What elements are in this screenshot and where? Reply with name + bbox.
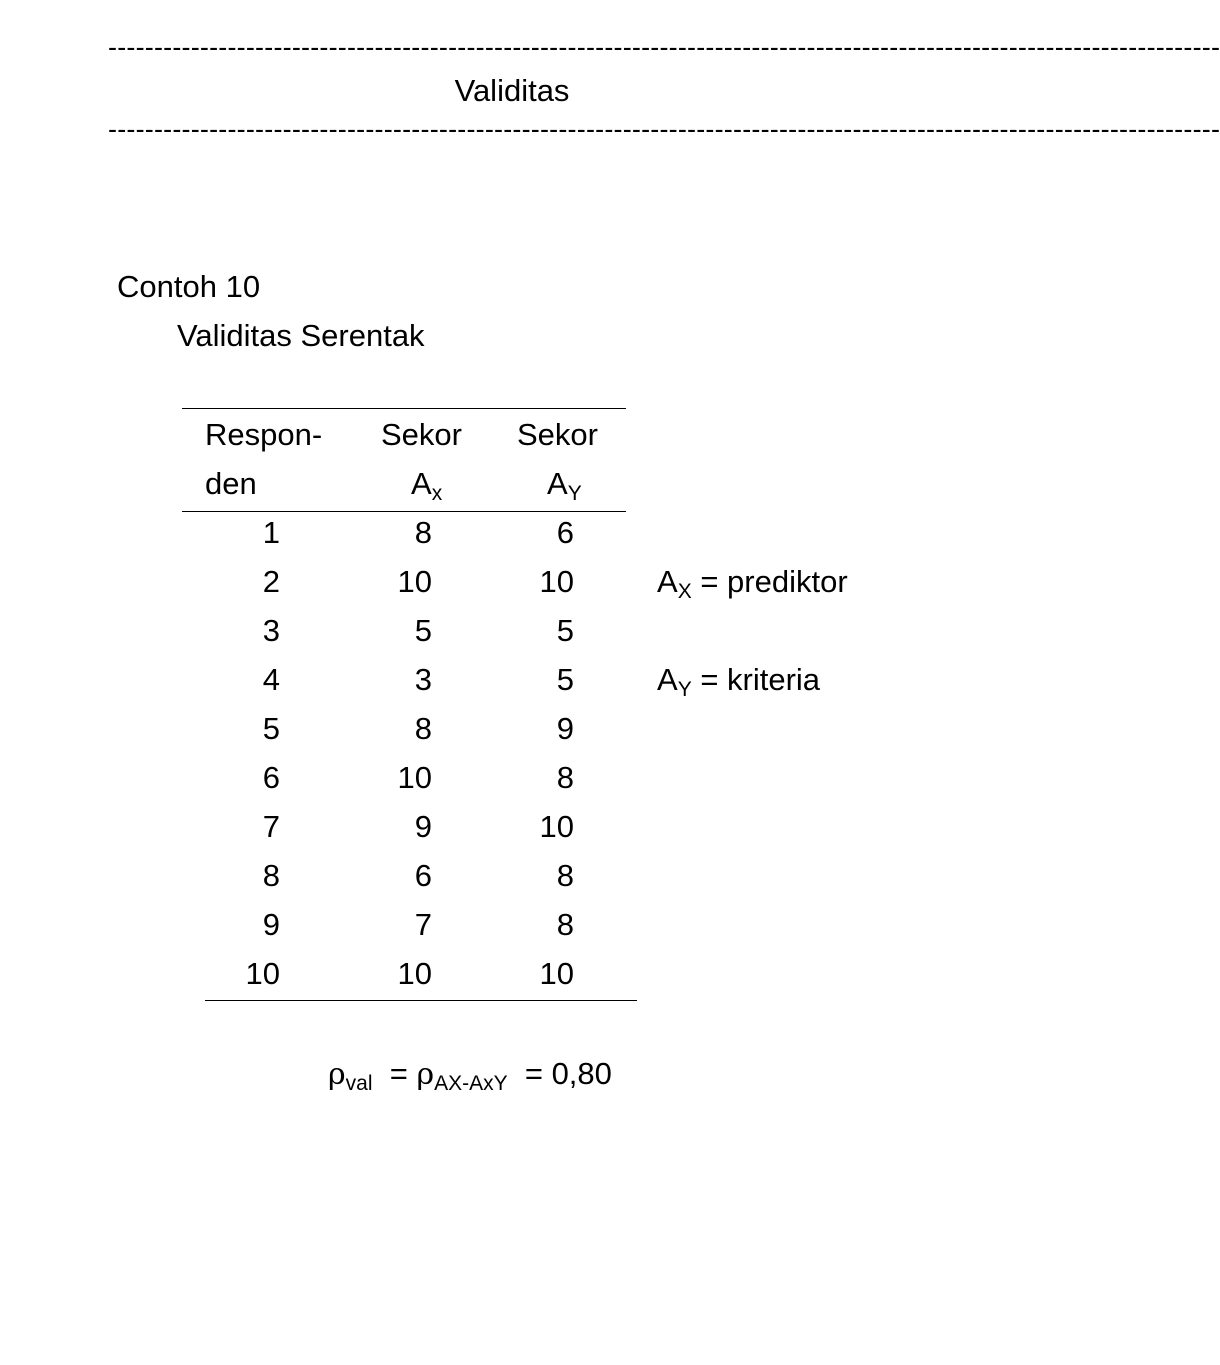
- cell-ay: 10: [539, 564, 574, 599]
- cell-ay: 10: [539, 809, 574, 844]
- cell-responden: 3: [262, 613, 280, 648]
- cell-responden: 8: [262, 858, 280, 893]
- cell-responden: 7: [262, 809, 280, 844]
- legend-criteria: $A_Y$ = kriteria: [657, 662, 821, 701]
- cell-ax: 9: [414, 809, 432, 844]
- cell-ax: 5: [414, 613, 432, 648]
- header-sekor-ax-line2: $A_x$: [411, 466, 443, 505]
- page-title: Validitas: [454, 73, 570, 108]
- cell-responden: 4: [262, 662, 280, 697]
- example-title: Contoh 10: [117, 269, 261, 304]
- cell-ax: 7: [414, 907, 432, 942]
- header-responden-line1: Respon-: [205, 417, 323, 452]
- cell-ax: 8: [414, 515, 432, 550]
- header-sekor-ay-line2: $A_Y$: [547, 466, 582, 505]
- cell-ax: 10: [397, 760, 432, 795]
- cell-ay: 8: [556, 760, 574, 795]
- cell-responden: 2: [262, 564, 280, 599]
- header-sekor-ax-line1: Sekor: [381, 417, 462, 452]
- validity-formula: $\rho_{val} = \rho_{AX-AxY} = 0,80$: [328, 1056, 612, 1095]
- cell-ay: 8: [556, 907, 574, 942]
- cell-ax: 10: [397, 956, 432, 991]
- cell-responden: 6: [262, 760, 280, 795]
- cell-ay: 5: [556, 662, 574, 697]
- legend-predictor: $A_X$ = prediktor: [657, 564, 848, 603]
- cell-ay: 5: [556, 613, 574, 648]
- cell-responden: 10: [245, 956, 280, 991]
- cell-ay: 10: [539, 956, 574, 991]
- table-bottom-rule: [205, 1000, 637, 1001]
- bottom-dash-rule: -------------------------------------------------------------------------------------------------------------------------: [108, 114, 1220, 144]
- top-dash-rule: -------------------------------------------------------------------------------------------------------------------------: [108, 32, 1220, 62]
- cell-ay: 6: [556, 515, 574, 550]
- header-sekor-ay-line1: Sekor: [517, 417, 598, 452]
- example-subtitle: Validitas Serentak: [177, 318, 425, 353]
- cell-ax: 8: [414, 711, 432, 746]
- cell-responden: 9: [262, 907, 280, 942]
- cell-ax: 6: [414, 858, 432, 893]
- cell-ay: 9: [556, 711, 574, 746]
- header-responden-line2: den: [205, 466, 257, 501]
- cell-ay: 8: [556, 858, 574, 893]
- table-header-rule: [182, 511, 626, 512]
- cell-responden: 5: [262, 711, 280, 746]
- cell-ax: 10: [397, 564, 432, 599]
- table-top-rule: [182, 408, 626, 409]
- cell-ax: 3: [414, 662, 432, 697]
- cell-responden: 1: [262, 515, 280, 550]
